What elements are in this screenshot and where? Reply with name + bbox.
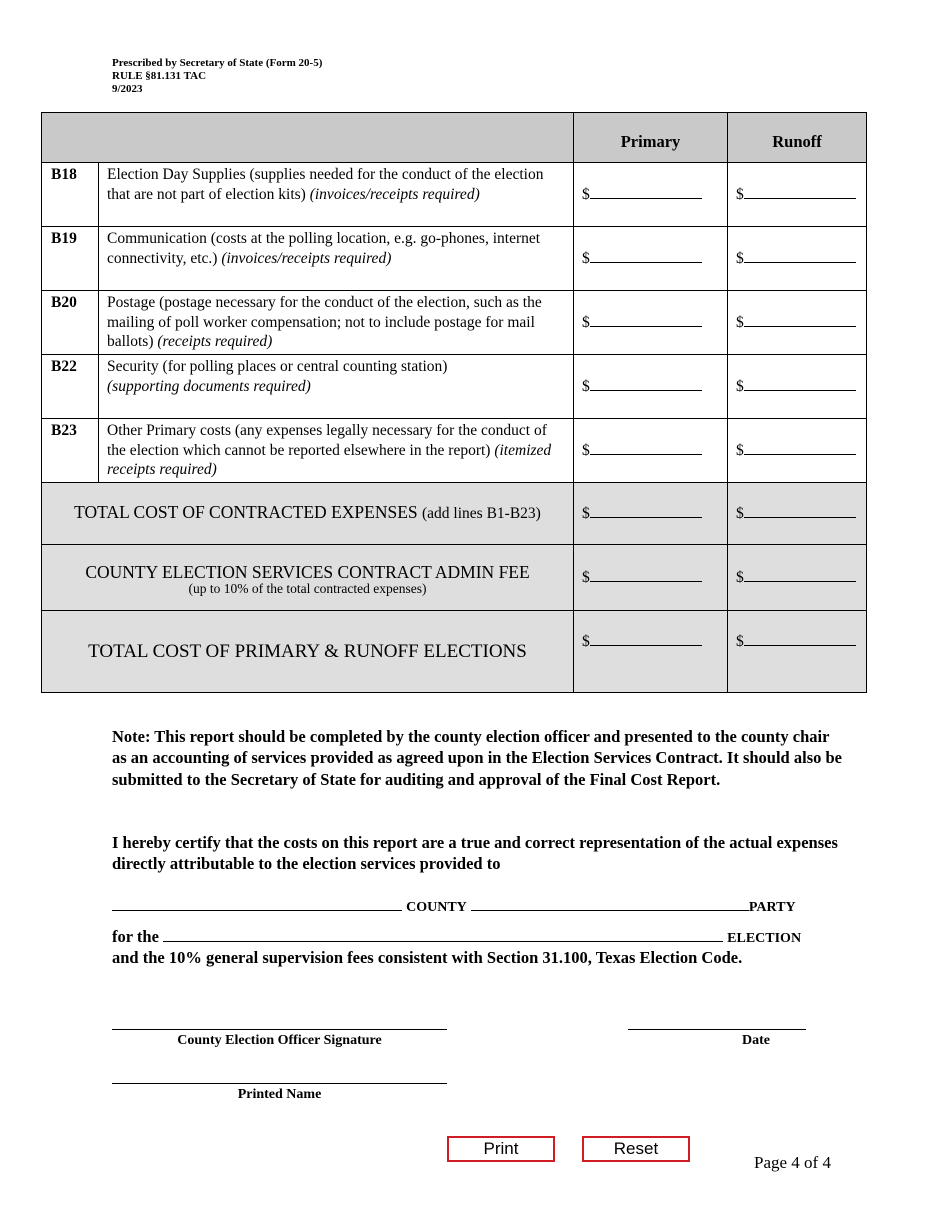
col-primary: Primary xyxy=(574,113,728,163)
printed-name-label: Printed Name xyxy=(237,1087,322,1102)
row-note: (invoices/receipts required) xyxy=(221,249,392,267)
certification-paragraph: I hereby certify that the costs on this report are a true and correct representation of the actual expenses directly attributable to the election services provided to xyxy=(112,833,838,874)
runoff-amount-field[interactable] xyxy=(728,419,867,483)
row-code: B23 xyxy=(42,419,99,483)
for-the-label: for the xyxy=(112,927,159,946)
row-code: B18 xyxy=(42,163,99,227)
total-contracted-primary-field[interactable] xyxy=(574,483,728,545)
header-date: 9/2023 xyxy=(112,83,143,95)
election-name-field[interactable] xyxy=(163,929,723,942)
primary-amount-field[interactable] xyxy=(574,227,728,291)
total-contracted-text: TOTAL COST OF CONTRACTED EXPENSES xyxy=(74,502,418,523)
primary-amount-field[interactable] xyxy=(574,355,728,419)
note-paragraph: Note: This report should be completed by the county election officer and presented to the county chair as an accounting of services provided as agreed upon in the Election Services Contract. It should also be submitted to the Secretary of State for auditing and approval of the Final Cost Report. xyxy=(112,727,842,789)
row-description xyxy=(99,291,574,355)
admin-fee-subtext: (up to 10% of the total contracted expenses) xyxy=(188,581,427,597)
table-row xyxy=(42,291,867,355)
date-line[interactable] xyxy=(628,1029,806,1030)
header-rule: RULE §81.131 TAC xyxy=(112,70,207,82)
row-description xyxy=(99,419,574,483)
runoff-amount-field[interactable] xyxy=(728,227,867,291)
grand-total-primary-field[interactable] xyxy=(574,611,728,693)
page-number: Page 4 of 4 xyxy=(754,1153,831,1172)
row-code: B19 xyxy=(42,227,99,291)
currency-symbol: $ xyxy=(736,569,744,587)
row-note: (receipts required) xyxy=(157,333,273,350)
county-name-field[interactable] xyxy=(112,898,402,911)
currency-symbol: $ xyxy=(582,250,590,268)
table-row xyxy=(42,163,867,227)
form-header xyxy=(112,57,322,96)
currency-symbol: $ xyxy=(582,186,590,204)
admin-fee-text: COUNTY ELECTION SERVICES CONTRACT ADMIN FEE xyxy=(85,561,530,582)
row-description xyxy=(99,227,574,291)
currency-symbol: $ xyxy=(736,442,744,460)
table-row xyxy=(42,419,867,483)
row-desc-text: Communication (costs at the polling location, e.g. go-phones, internet connectivity, etc.) xyxy=(107,230,541,267)
currency-symbol: $ xyxy=(736,186,744,204)
supervision-fees-text: and the 10% general supervision fees consistent with Section 31.100, Texas Election Code. xyxy=(112,948,743,967)
currency-symbol: $ xyxy=(736,505,744,523)
currency-symbol: $ xyxy=(582,378,590,396)
printed-name-line[interactable] xyxy=(112,1083,447,1084)
party-name-field[interactable] xyxy=(471,898,749,911)
reset-button[interactable]: Reset xyxy=(582,1136,690,1162)
primary-amount-field[interactable] xyxy=(574,163,728,227)
cost-table xyxy=(41,112,867,693)
currency-symbol: $ xyxy=(736,633,744,650)
admin-fee-primary-field[interactable] xyxy=(574,545,728,611)
total-contracted-suffix: (add lines B1-B23) xyxy=(422,505,541,523)
election-line xyxy=(112,926,842,949)
row-desc-text: Other Primary costs (any expenses legally necessary for the conduct of the election which cannot be reported elsewhere in the report) xyxy=(107,422,547,459)
grand-total-row xyxy=(42,611,867,693)
table-row xyxy=(42,227,867,291)
print-button[interactable]: Print xyxy=(447,1136,555,1162)
officer-signature-line[interactable] xyxy=(112,1029,447,1030)
runoff-amount-field[interactable] xyxy=(728,355,867,419)
row-note: (supporting documents required) xyxy=(107,377,311,395)
runoff-amount-field[interactable] xyxy=(728,291,867,355)
currency-symbol: $ xyxy=(736,378,744,396)
total-contracted-row xyxy=(42,483,867,545)
currency-symbol: $ xyxy=(582,314,590,332)
party-label: PARTY xyxy=(748,900,796,915)
admin-fee-label xyxy=(42,545,574,611)
admin-fee-row xyxy=(42,545,867,611)
currency-symbol: $ xyxy=(736,314,744,332)
currency-symbol: $ xyxy=(736,250,744,268)
primary-amount-field[interactable] xyxy=(574,291,728,355)
header-blank-cell xyxy=(42,113,574,163)
row-description xyxy=(99,355,574,419)
county-label: COUNTY xyxy=(406,900,467,915)
grand-total-runoff-field[interactable] xyxy=(728,611,867,693)
header-prescribed: Prescribed by Secretary of State (Form 20-5) xyxy=(112,57,323,69)
table-row xyxy=(42,355,867,419)
col-runoff: Runoff xyxy=(728,113,867,163)
row-code: B20 xyxy=(42,291,99,355)
row-desc-text: Election Day Supplies (supplies needed for the conduct of the election that are not part of election kits) xyxy=(107,166,544,203)
grand-total-label: TOTAL COST OF PRIMARY & RUNOFF ELECTIONS xyxy=(42,611,574,693)
primary-amount-field[interactable] xyxy=(574,419,728,483)
date-label: Date xyxy=(742,1033,770,1048)
total-contracted-runoff-field[interactable] xyxy=(728,483,867,545)
row-code: B22 xyxy=(42,355,99,419)
table-header-row xyxy=(42,113,867,163)
row-desc-text: Security (for polling places or central counting station) xyxy=(107,358,448,375)
row-note: (itemized receipts required) xyxy=(107,441,552,478)
currency-symbol: $ xyxy=(582,442,590,460)
officer-signature-label: County Election Officer Signature xyxy=(177,1033,382,1048)
currency-symbol: $ xyxy=(582,505,590,523)
row-note: (invoices/receipts required) xyxy=(309,185,480,203)
currency-symbol: $ xyxy=(582,569,590,587)
total-contracted-label xyxy=(42,483,574,545)
admin-fee-runoff-field[interactable] xyxy=(728,545,867,611)
row-desc-text: Postage (postage necessary for the conduct of the election, such as the mailing of poll worker compensation; not to include postage for mail ballots) xyxy=(107,294,542,350)
currency-symbol: $ xyxy=(582,633,590,650)
row-description xyxy=(99,163,574,227)
runoff-amount-field[interactable] xyxy=(728,163,867,227)
election-label: ELECTION xyxy=(727,931,802,946)
county-party-line xyxy=(112,895,842,918)
